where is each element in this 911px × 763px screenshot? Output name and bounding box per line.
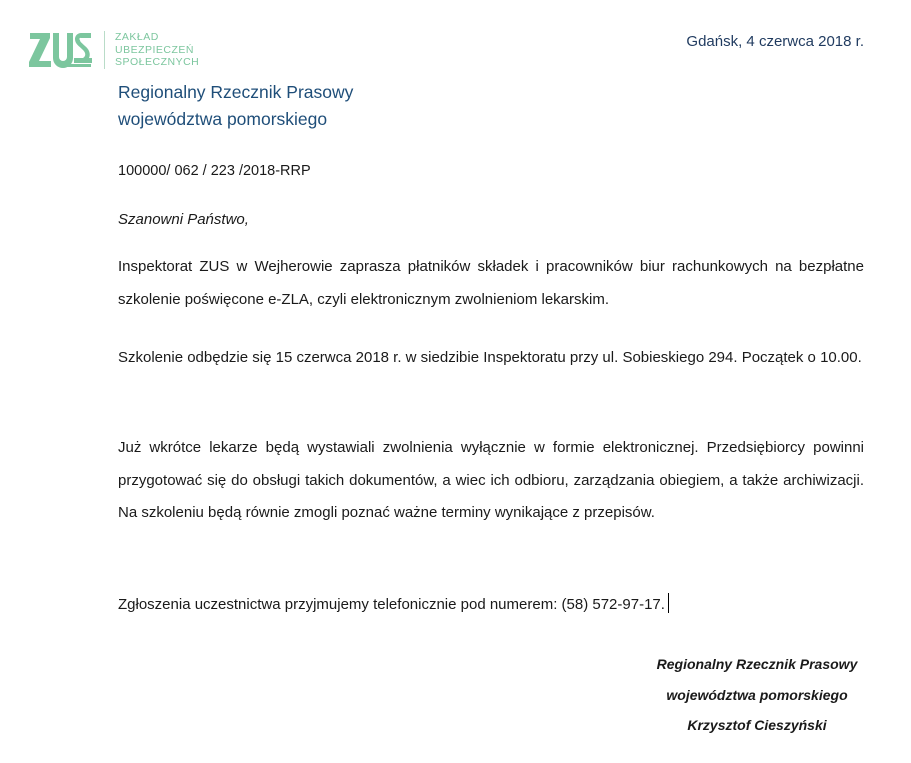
logo-line: UBEZPIECZEŃ — [115, 43, 195, 56]
registration-text: Zgłoszenia uczestnictwa przyjmujemy telefonicznie pod numerem: (58) 572-97-17. — [118, 596, 665, 613]
signature-name: Krzysztof Cieszyński — [687, 717, 827, 733]
paragraph-training-details: Szkolenie odbędzie się 15 czerwca 2018 r. w siedzibie Inspektoratu przy ul. Sobieskiego 294. Początek o 10.00. — [118, 349, 862, 366]
signature-block — [640, 649, 874, 741]
sender-office — [118, 79, 353, 133]
signature-title: Regionalny Rzecznik Prasowy — [656, 656, 858, 672]
greeting: Szanowni Państwo, — [118, 211, 249, 228]
sender-office-region: województwa pomorskiego — [118, 109, 328, 129]
reference-number: 100000/ 062 / 223 /2018-RRP — [118, 163, 311, 179]
logo-divider — [104, 31, 105, 69]
logo-line: SPOŁECZNYCH — [115, 56, 200, 69]
text-cursor — [668, 593, 669, 613]
paragraph-registration[interactable] — [118, 589, 669, 622]
logo-line: ZAKŁAD — [115, 31, 159, 44]
sender-office-title: Regionalny Rzecznik Prasowy — [118, 82, 354, 102]
zus-logo-mark-icon — [28, 30, 94, 70]
paragraph-e-zla-info: Już wkrótce lekarze będą wystawiali zwolnienia wyłącznie w formie elektronicznej. Przedsiębiorcy powinni przygotować się do obsługi takich dokumentów, a wiec ich odbioru, zarządzania obiegiem, a także archiwizacji. Na szkoleniu będą równie zmogli poznać ważne terminy wynikające z przepisów. — [118, 439, 864, 521]
signature-region: województwa pomorskiego — [666, 686, 848, 703]
logo-wordmark — [115, 31, 199, 69]
letter-date: Gdańsk, 4 czerwca 2018 r. — [686, 33, 864, 50]
paragraph-invitation: Inspektorat ZUS w Wejherowie zaprasza płatników składek i pracowników biur rachunkowych na bezpłatne szkolenie poświęcone e-ZLA, czyli elektronicznym zwolnieniom lekarskim. — [118, 258, 864, 308]
zus-logo — [28, 30, 199, 70]
